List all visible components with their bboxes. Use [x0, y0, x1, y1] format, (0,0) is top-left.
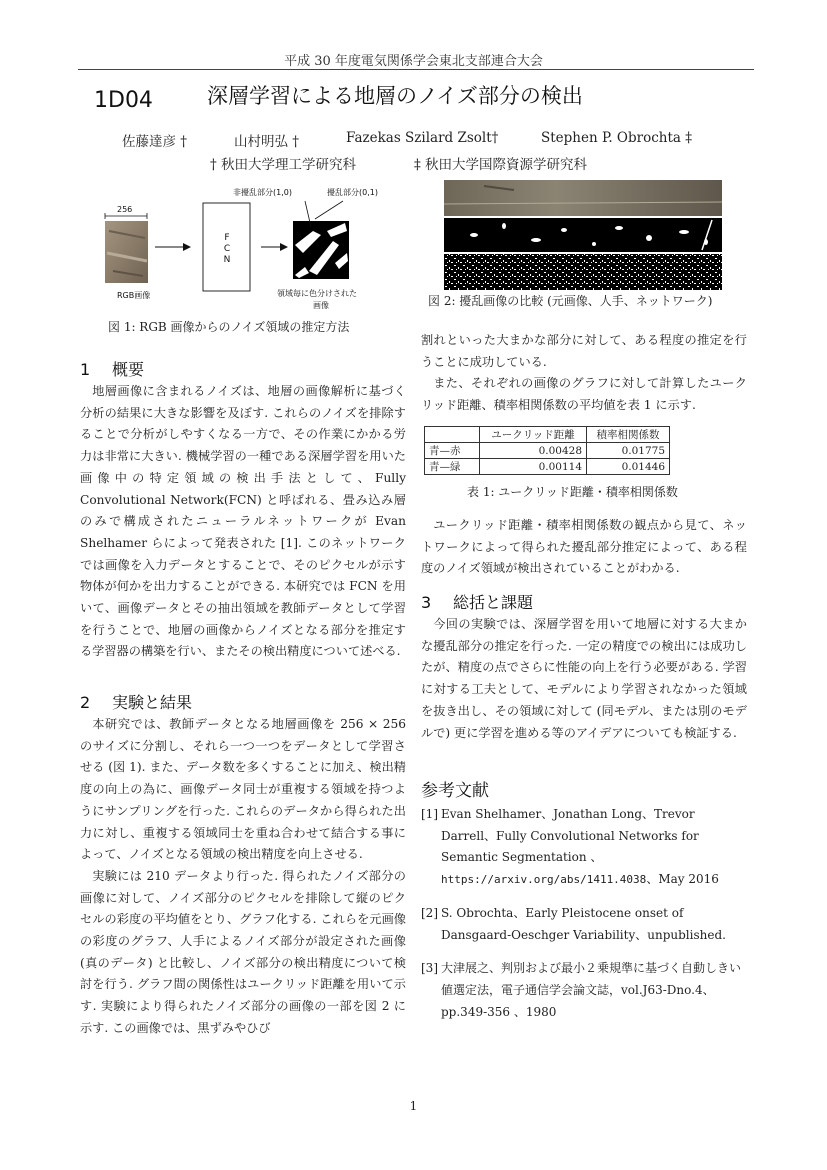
- reference-text: Evan Shelhamer、Jonathan Long、Trevor Darrell、Fully Convolutional Networks for Semantic Segmentation 、: [441, 807, 699, 865]
- section-3-body: [421, 614, 747, 744]
- paragraph: 本研究では、教師データとなる地層画像を 256 × 256 のサイズに分割し、それら一つ一つをデータとして学習させる (図 1). また、データ数を多くすることに加え、検出精度の向上の為に、画像データ同士が重複する領域を持つようにサンプリングを行った. これらのデータから得られた出力に対し、重複する領域同士を重ね合わせて結合する事によって、ノイズとなる領域の検出精度を向上させる.: [80, 717, 406, 862]
- reference-text: S. Obrochta、Early Pleistocene onset of Dansgaard-Oeschger Variability、unpublished.: [441, 905, 726, 942]
- page-number: 1: [409, 1099, 418, 1113]
- section-title: 概要: [112, 360, 145, 379]
- table-header-cell: [425, 427, 480, 443]
- reference-tail: 、May 2016: [646, 872, 719, 887]
- paragraph: 地層画像に含まれるノイズは、地層の画像解析に基づく分析の結果に大きな影響を及ぼす. これらのノイズを排除することで分析がしやすくなる一方で、その作業にかかる労力は非常に大きい. 機械学習の一種である深層学習を用いた画像中の特定領域の検出手法として、Fully Convolutional Network(FCN) と呼ばれる、畳み込み層のみで構成されたニューラルネットワークが Evan Shelhamer らによって発表された [1]. このネットワークでは画像を入力データとすることで、そのピクセルが示す物体が何かを出力することができる. 本研究では FCN を用いて、画像データとその抽出領域を教師データとして学習を行うことで、地層の画像からノイズとなる部分を推定する学習器の構築を行い、またその検出精度について述べる.: [80, 384, 406, 659]
- table-row: [425, 443, 670, 459]
- figure-2: [444, 180, 722, 290]
- paragraph: また、それぞれの画像のグラフに対して計算したユークリッド距離、積率相関係数の平均値を表 1 に示す.: [421, 376, 747, 413]
- author-name: Stephen P. Obrochta ‡: [541, 130, 692, 146]
- network-output-strip: [444, 254, 722, 290]
- section-2-continued: [421, 330, 747, 417]
- paper-id: 1D04: [94, 88, 153, 113]
- paper-title: 深層学習による地層のノイズ部分の検出: [207, 84, 583, 108]
- table-cell: 0.00428: [480, 443, 587, 459]
- section-1-body: [80, 381, 406, 663]
- fig1-rgb-label: RGB画像: [117, 291, 151, 300]
- manual-label-strip: [444, 218, 722, 252]
- paragraph: 割れといった大まかな部分に対して、ある程度の推定を行うことに成功している.: [421, 333, 747, 369]
- conference-header: 平成 30 年度電気関係学会東北支部連合大会: [284, 54, 543, 69]
- section-title: 総括と課題: [453, 593, 534, 612]
- table-cell: 0.00114: [480, 459, 587, 475]
- section-number: 2: [80, 693, 91, 712]
- author-name: Fazekas Szilard Zsolt†: [346, 130, 499, 146]
- section-number: 1: [80, 360, 91, 379]
- reference-item: [421, 958, 747, 1023]
- author-name: 佐藤達彦 †: [122, 134, 188, 150]
- section-3-heading: [421, 590, 533, 613]
- fig1-output-label: 領域毎に色分けされた: [277, 289, 357, 298]
- fig1-non-noise-label: 非擾乱部分(1,0): [233, 188, 292, 197]
- fig1-noise-label: 擾乱部分(0,1): [327, 188, 378, 197]
- table-1: [424, 426, 670, 475]
- fig1-output-label: 画像: [313, 301, 329, 310]
- reference-number: [2]: [421, 905, 438, 920]
- references-heading: 参考文献: [421, 781, 489, 801]
- table-header-cell: ユークリッド距離: [480, 427, 587, 443]
- header-rule: [78, 69, 754, 70]
- fig1-size-label: 256: [117, 205, 133, 214]
- reference-url[interactable]: https://arxiv.org/abs/1411.4038: [441, 873, 647, 887]
- section-2-heading: [80, 690, 192, 713]
- section-title: 実験と結果: [112, 693, 193, 712]
- affiliation: ‡ 秋田大学国際資源学研究科: [414, 157, 588, 173]
- section-2-conclusion: [421, 515, 747, 580]
- reference-list: [421, 804, 747, 1035]
- reference-number: [3]: [421, 961, 438, 976]
- table-1-caption: 表 1: ユークリッド距離・積率相関係数: [467, 485, 678, 499]
- figure-1: [95, 183, 395, 313]
- paragraph: 実験には 210 データより行った. 得られたノイズ部分の画像に対して、ノイズ部分のピクセルを排除して縦のピクセルの彩度の平均値をとり、グラフ化する. これらを元画像の彩度のグラフ、人手によるノイズ部分が設定された画像 (真のデータ) と比較し、ノイズ部分の検出精度について検討を行う. グラフ間の関係性はユークリッド距離を用いて示す. 実験により得られたノイズ部分の画像の一部を図 2 に示す. この画像では、黒ずみやひび: [80, 868, 406, 1035]
- fcn-label: FCN: [222, 233, 232, 266]
- figure-1-caption: 図 1: RGB 画像からのノイズ領域の推定方法: [108, 320, 350, 334]
- table-cell: 青—緑: [425, 459, 480, 475]
- reference-text: 大津展之、判別および最小２乗規準に基づく自動しきい値選定法，電子通信学会論文誌，vol.J63-Dno.4、pp.349-356 、1980: [441, 961, 742, 1019]
- table-cell: 0.01446: [587, 459, 670, 475]
- reference-number: [1]: [421, 807, 438, 821]
- reference-item: [421, 804, 747, 891]
- section-number: 3: [421, 593, 432, 612]
- figure-2-caption: 図 2: 擾乱画像の比較 (元画像、人手、ネットワーク): [428, 294, 713, 308]
- section-1-heading: [80, 357, 144, 380]
- reference-item: [421, 903, 747, 946]
- paragraph: ユークリッド距離・積率相関係数の観点から見て、ネットワークによって得られた擾乱部分推定によって、ある程度のノイズ領域が検出されていることがわかる.: [421, 518, 747, 576]
- paragraph: 今回の実験では、深層学習を用いて地層に対する大まかな擾乱部分の推定を行った. 一定の精度での検出には成功したが、精度の点でさらに性能の向上を行う必要がある. 学習に対する工夫として、モデルにより学習されなかった領域を抜き出し、その領域に対して (同モデル、または別のモデルで) 更に学習を進める等のアイデアについても検証する.: [421, 617, 747, 740]
- fig2-image-strips: [444, 180, 722, 290]
- author-name: 山村明弘 †: [234, 134, 300, 150]
- table-header-cell: 積率相関係数: [587, 427, 670, 443]
- table-cell: 青—赤: [425, 443, 480, 459]
- table-cell: 0.01775: [587, 443, 670, 459]
- table-row: [425, 459, 670, 475]
- section-2-body: [80, 714, 406, 1040]
- affiliation: † 秋田大学理工学研究科: [210, 157, 357, 173]
